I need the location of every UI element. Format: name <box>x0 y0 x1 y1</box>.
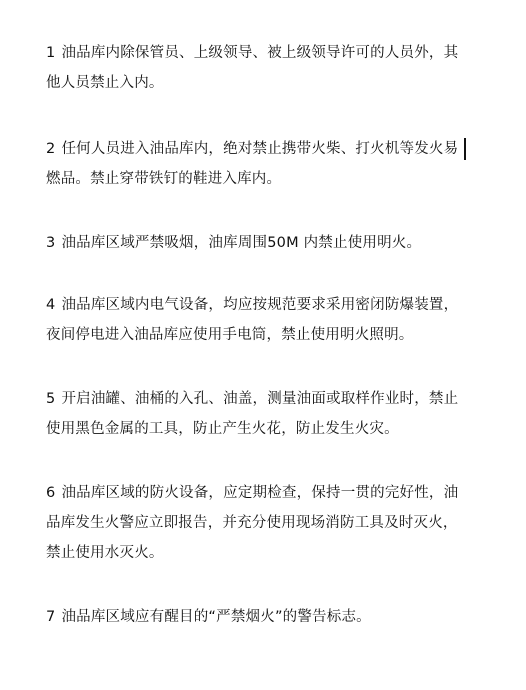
rule-line: 他人员禁止入内。 <box>46 75 164 91</box>
rule-line: 燃品。禁止穿带铁钉的鞋进入库内。 <box>46 171 282 187</box>
rule-number: 6 <box>46 485 56 501</box>
rule-text: 油品库区域内电气设备，均应按规范要求采用密闭防爆装置， <box>61 297 459 313</box>
rule-text: 油品库区域的防火设备，应定期检查，保持一贯的完好性，油 <box>61 485 459 501</box>
rule-item-7 <box>46 602 476 632</box>
rule-line <box>46 478 476 508</box>
rule-number: 3 <box>46 235 56 251</box>
rule-number: 4 <box>46 297 56 313</box>
rule-line <box>46 38 476 68</box>
rule-item-4 <box>46 290 476 350</box>
rule-line: 夜间停电进入油品库应使用手电筒，禁止使用明火照明。 <box>46 327 414 343</box>
rule-text: 油品库区域应有醒目的“严禁烟火”的警告标志。 <box>61 609 371 625</box>
rule-line: 品库发生火警应立即报告，并充分使用现场消防工具及时灭火， <box>46 515 458 531</box>
rule-item-3 <box>46 228 476 258</box>
rule-text: 油品库区域严禁吸烟，油库周围50M 内禁止使用明火。 <box>61 235 422 251</box>
rule-text: 油品库内除保管员、上级领导、被上级领导许可的人员外，其 <box>61 45 459 61</box>
text-cursor <box>464 138 466 160</box>
rule-text: 任何人员进入油品库内，绝对禁止携带火柴、打火机等发火易 <box>61 141 459 157</box>
rule-item-5 <box>46 384 476 444</box>
rule-line: 使用黑色金属的工具，防止产生火花，防止发生火灾。 <box>46 421 399 437</box>
rule-text: 开启油罐、油桶的入孔、油盖，测量油面或取样作业时，禁止 <box>61 391 459 407</box>
rule-number: 2 <box>46 141 56 157</box>
rule-line <box>46 290 476 320</box>
rule-item-1 <box>46 38 476 98</box>
rule-line <box>46 384 476 414</box>
rule-number: 5 <box>46 391 56 407</box>
rule-line <box>46 602 476 632</box>
rule-item-6 <box>46 478 476 568</box>
rule-item-2 <box>46 134 476 194</box>
rule-number: 1 <box>46 45 56 61</box>
rule-number: 7 <box>46 609 56 625</box>
rule-line <box>46 134 476 164</box>
rule-line <box>46 228 476 258</box>
rule-line: 禁止使用水灭火。 <box>46 545 164 561</box>
